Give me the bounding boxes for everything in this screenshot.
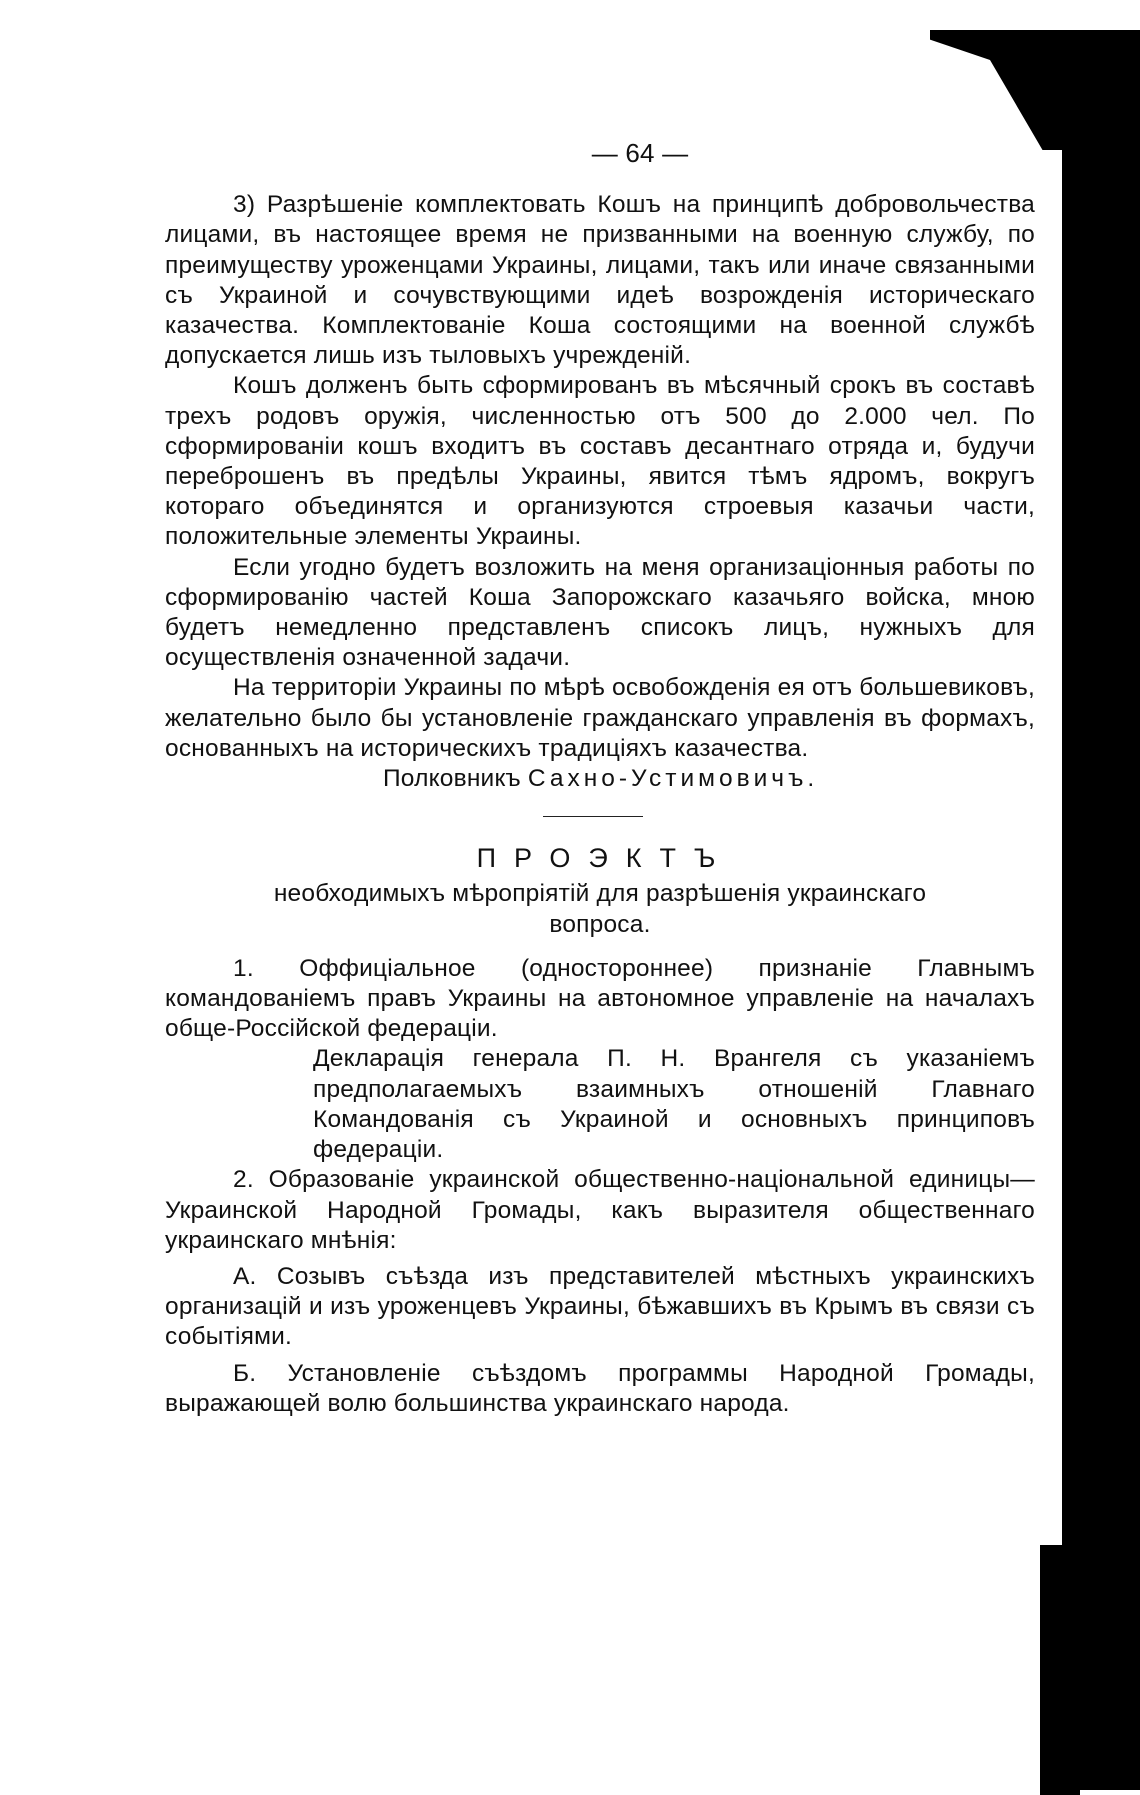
subtitle-line-2: вопроса. — [549, 910, 651, 938]
project-subtitle — [165, 879, 1035, 939]
paragraph-civil-administration: На территоріи Украины по мѣрѣ освобожденія ея отъ большевиковъ, желательно было бы установленіе гражданскаго управленія въ формахъ, основанныхъ на историческихъ традиціяхъ казачества. — [165, 674, 1035, 762]
item-2-subitem-a: А. Созывъ съѣзда изъ представителей мѣстныхъ украинскихъ организацій и изъ уроженцевъ Украины, бѣжавшихъ въ Крымъ въ связи съ событіями. — [165, 1262, 1035, 1351]
signature-rank: Полковникъ — [383, 765, 521, 793]
paragraph-kosh-formation: Кошъ долженъ быть сформированъ въ мѣсячный срокъ въ составѣ трехъ родовъ оружія, численностью отъ 500 до 2.000 чел. По сформированіи кошъ входитъ въ составъ десантнаго отряда и, будучи переброшенъ въ предѣлы Украины, явится тѣмъ ядромъ, вокругъ котораго объединятся и организуются строевыя казачьи части, положительные элементы Украины. — [165, 372, 1035, 551]
project-title: ПРОЭКТЪ — [476, 843, 734, 874]
scan-border-top-corner — [930, 30, 1080, 150]
subtitle-line-1: необходимыхъ мѣропріятій для разрѣшенія украинскаго — [273, 880, 927, 908]
item-2-formation: 2. Образованіе украинской общественно-національной единицы—Украинской Народной Громады, какъ выразителя общественнаго украинскаго мнѣнія: — [165, 1166, 1035, 1254]
paragraph-organization-work: Если угодно будетъ возложить на меня организаціонныя работы по сформированію частей Коша Запорожскаго казачьяго войска, мною будетъ немедленно представленъ списокъ лицъ, нужныхъ для осуществленія означенной задачи. — [165, 553, 1035, 672]
scan-border-right — [1062, 30, 1140, 1790]
signature — [165, 764, 1035, 794]
page-content — [165, 138, 1035, 1419]
item-1-declaration-note: Декларація генерала П. Н. Врангеля съ указаніемъ предполагаемыхъ взаимныхъ отношеній Главнаго Командованія съ Украиной и основныхъ принциповъ федераціи. — [313, 1045, 1035, 1164]
item-2-subitem-b: Б. Установленіе съѣздомъ программы Народной Громады, выражающей волю большинства украинскаго народа. — [165, 1359, 1035, 1417]
signature-name: Сахно-Устимовичъ. — [527, 765, 819, 793]
paragraph-permission: 3) Разрѣшеніе комплектовать Кошъ на принципѣ добровольчества лицами, въ настоящее время не призванными на военную службу, по преимуществу уроженцами Украины, лицами, такъ или иначе связанными съ Украиной и сочувствующими идеѣ возрожденія историческаго казачества. Комплектованіе Коша состоящими на военной службѣ допускается лишь изъ тыловыхъ учрежденій. — [165, 191, 1035, 370]
scan-border-bottom — [1040, 1545, 1080, 1795]
section-divider — [543, 816, 643, 817]
page-number: — 64 — — [591, 138, 689, 168]
item-1-recognition: 1. Оффиціальное (одностороннее) признаніе Главнымъ командованіемъ правъ Украины на автономное управленіе на началахъ обще-Россійской федераціи. — [165, 954, 1035, 1043]
